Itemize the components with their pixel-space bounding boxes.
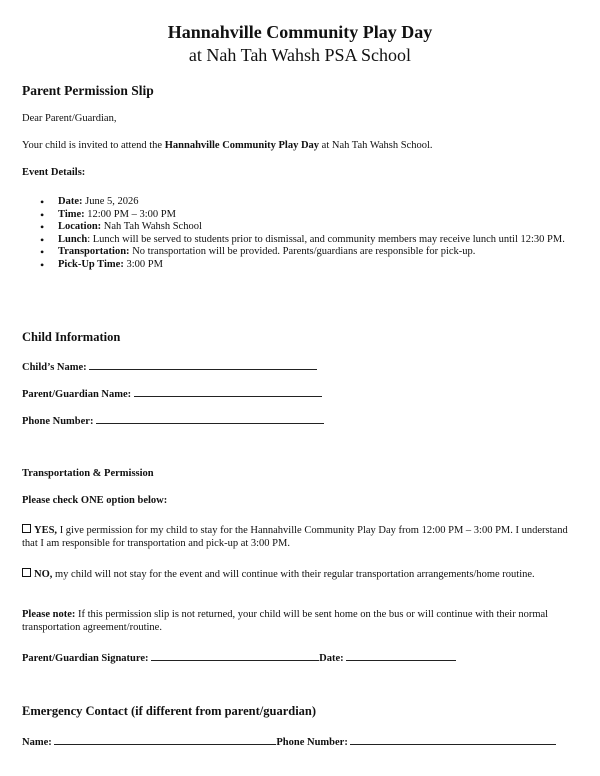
intro-event-name: Hannahville Community Play Day (164, 140, 320, 151)
greeting: Dear Parent/Guardian, (22, 113, 117, 124)
document-title: Hannahville Community Play Day (167, 22, 433, 42)
detail-transportation (40, 246, 580, 259)
detail-value: : Lunch will be served to students prior to dismissal, and community members may receive lunch until 12:30 PM. (87, 233, 565, 245)
intro-paragraph (22, 140, 433, 151)
signature-label: Parent/Guardian Signature: (22, 653, 149, 664)
slip-heading: Parent Permission Slip (22, 83, 154, 98)
detail-label: Date: (58, 196, 83, 207)
emergency-heading: Emergency Contact (if different from parent/guardian) (22, 704, 317, 718)
detail-label: Pick-Up Time: (58, 258, 124, 270)
detail-lunch (40, 234, 580, 247)
child-name-field[interactable] (89, 359, 317, 370)
detail-label: Transportation: (58, 246, 130, 257)
signature-row (22, 650, 456, 664)
child-name-row (22, 359, 317, 373)
no-checkbox[interactable] (22, 568, 31, 577)
signature-field[interactable] (151, 650, 319, 661)
emergency-name-label: Name: (22, 737, 52, 748)
detail-value: Nah Tah Wahsh School (101, 221, 202, 232)
detail-value: June 5, 2026 (82, 196, 139, 207)
date-field[interactable] (346, 650, 456, 661)
note-label: Please note: (22, 609, 76, 620)
event-details-heading: Event Details: (22, 167, 86, 178)
child-name-label: Child’s Name: (22, 362, 87, 373)
detail-time (40, 209, 580, 222)
detail-label: Time: (58, 208, 85, 220)
parent-name-label: Parent/Guardian Name: (22, 389, 132, 400)
detail-date (40, 196, 580, 209)
intro-pre: Your child is invited to attend the (22, 140, 165, 151)
detail-label: Lunch (58, 233, 88, 245)
document-subtitle: at Nah Tah Wahsh PSA School (188, 45, 412, 65)
detail-value: 12:00 PM – 3:00 PM (84, 208, 176, 220)
no-text: my child will not stay for the event and will continue with their regular transportation arrangements/home routine. (52, 569, 535, 580)
emergency-phone-field[interactable] (350, 734, 556, 745)
detail-location (40, 221, 580, 234)
yes-option (22, 524, 578, 550)
emergency-row (22, 734, 556, 748)
intro-post: at Nah Tah Wahsh School. (319, 140, 433, 151)
detail-value: 3:00 PM (123, 258, 163, 270)
note-paragraph (22, 608, 578, 634)
date-label: Date: (319, 653, 344, 664)
yes-checkbox[interactable] (22, 524, 31, 533)
emergency-phone-label: Phone Number: (276, 737, 348, 748)
parent-name-field[interactable] (134, 386, 322, 397)
phone-row (22, 413, 324, 427)
yes-text: I give permission for my child to stay for the Hannahville Community Play Day from 12:00 PM – 3:00 PM. I understand that I am responsible for transportation and pick-up at 3:00 PM. (22, 525, 568, 549)
no-option (22, 568, 578, 581)
parent-name-row (22, 386, 322, 400)
yes-label: YES, (34, 525, 58, 536)
detail-label: Location: (58, 221, 102, 232)
child-info-heading: Child Information (22, 330, 121, 344)
emergency-name-field[interactable] (54, 734, 276, 745)
no-label: NO, (34, 569, 53, 580)
phone-label: Phone Number: (22, 416, 94, 427)
check-instruction: Please check ONE option below: (22, 495, 168, 506)
detail-value: No transportation will be provided. Parents/guardians are responsible for pick-up. (129, 246, 476, 257)
transport-heading: Transportation & Permission (22, 468, 154, 479)
phone-field[interactable] (96, 413, 324, 424)
detail-pickup (40, 259, 580, 272)
note-text: If this permission slip is not returned, your child will be sent home on the bus or will continue with their normal transportation agreement/routine. (22, 609, 549, 633)
event-details-list (40, 196, 580, 271)
